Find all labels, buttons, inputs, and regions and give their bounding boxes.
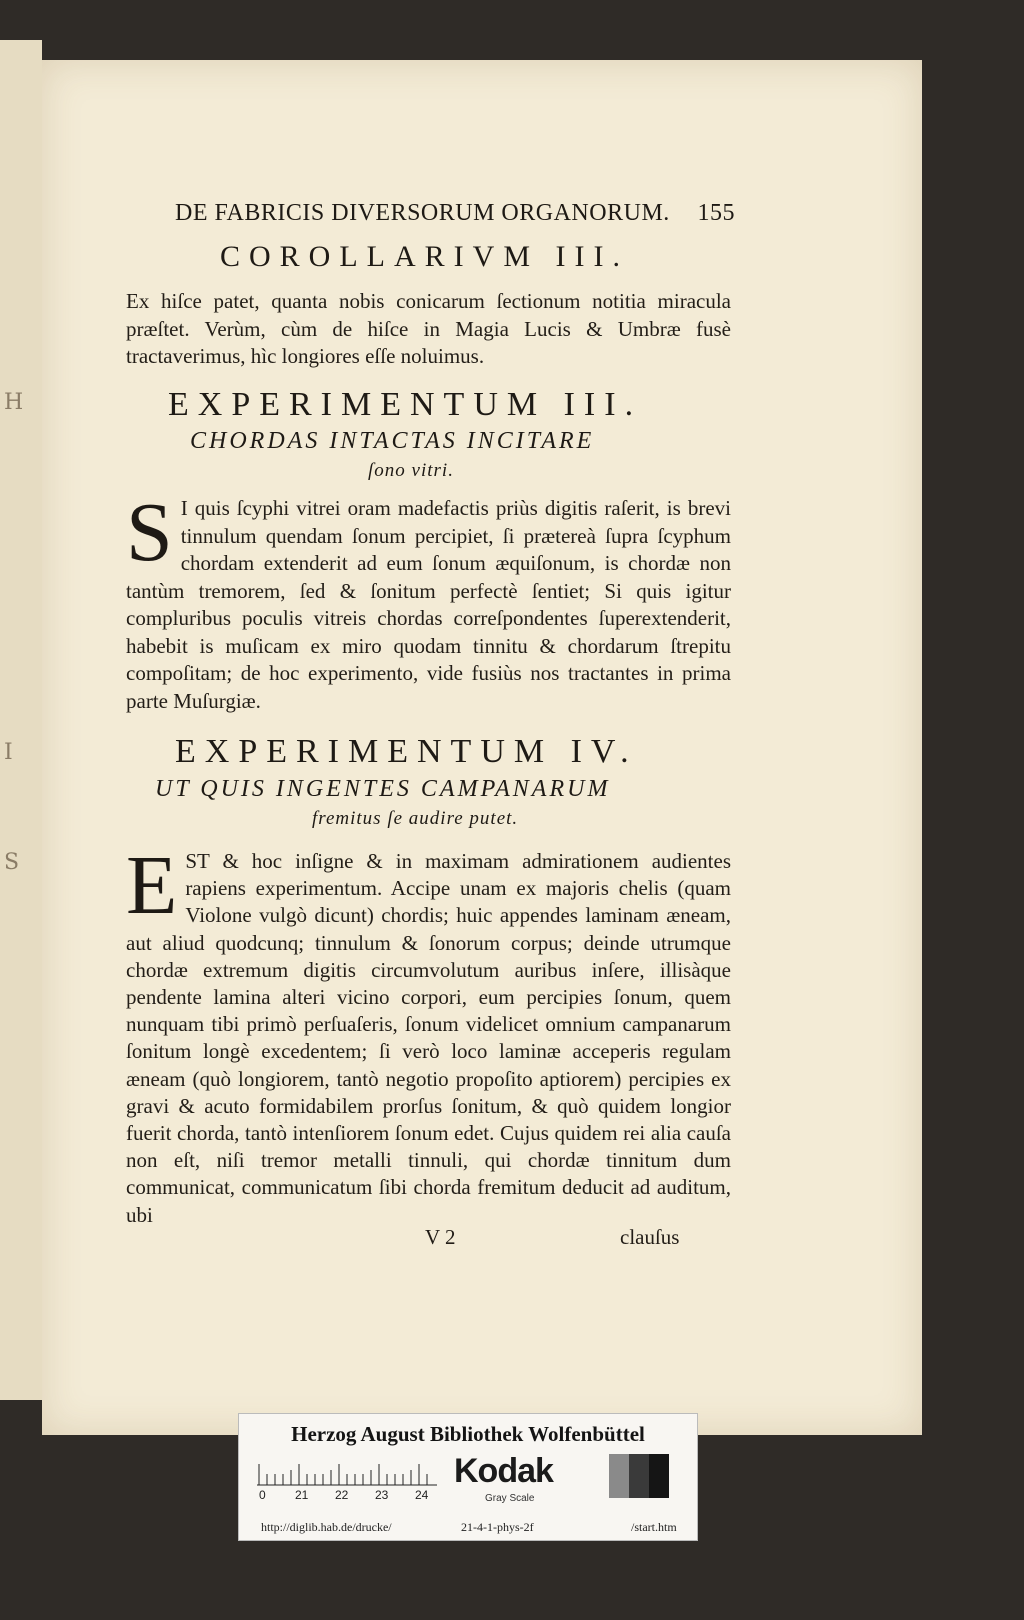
catchword: clauſus <box>620 1225 680 1249</box>
page-number: 155 <box>697 200 735 226</box>
ruler-number: 21 <box>295 1488 309 1502</box>
experimentum-4-heading: EXPERIMENTUM IV. <box>175 733 638 770</box>
signature-mark: V 2 <box>425 1225 456 1249</box>
experimentum-3-body <box>126 486 731 715</box>
url-part-1: http://diglib.hab.de/drucke/ <box>261 1520 392 1534</box>
url-part-3: /start.htm <box>631 1520 677 1534</box>
gray-swatch-light <box>609 1454 629 1498</box>
experimentum-4-subtitle: UT QUIS INGENTES CAMPANARUM <box>155 776 611 802</box>
corollarium-heading: COROLLARIVM III. <box>220 240 629 273</box>
corollarium-text: Ex hiſce patet, quanta nobis conicarum ſectionum notitia miracula præſtet. Verùm, cùm de hiſce in Magia Lucis & Umbræ fusè tractaverimus, hìc longiores eſſe noluimus. <box>126 289 731 368</box>
ruler-number: 22 <box>335 1488 349 1502</box>
experimentum-4-text: ST & hoc inſigne & in maximam admirationem audientes rapiens experimentum. Accipe unam ex majoris chelis (quam Violone vulgò dicunt) chordis; huic appendes laminam æneam, aut aliud quodcunq; tinnulum & ſonorum corpus; deinde utrumque chordæ extremum digitis circumvolutum auribus inſere, illisàque pendente lamina alteri vicino corpori, eum percipies ſonum, quem nunquam tibi primò perſuaſeris, ſonum videlicet omnium campanarum ſonitum longè excedentem; ſi verò loco laminæ acceperis regulam æneam (quò longiorem, tantò negotio propoſito aptiorem) percipies ex gravi & acuto formidabilem prorſus ſonitum, & quò quidem longior fuerit chorda, tantò intenſiorem ſonum edet. Cujus quidem rei alia cauſa non eſt, niſi tremor metalli tinnuli, qui chordæ tinnitum dum communicat, communicatum ſibi chorda fremitum deducit ad auditum, ubi <box>126 849 731 1227</box>
running-head <box>175 200 735 227</box>
running-head-title: DE FABRICIS DIVERSORUM ORGANORUM. <box>175 200 670 226</box>
ruler-number: 23 <box>375 1488 389 1502</box>
gray-swatch-medium <box>629 1454 649 1498</box>
gray-scale-label: Gray Scale <box>485 1493 535 1504</box>
scale-ruler <box>257 1460 437 1486</box>
library-label <box>238 1413 698 1541</box>
dropcap-s: S <box>126 486 173 579</box>
experimentum-4-subtitle-2: fremitus ſe audire putet. <box>312 808 519 829</box>
kodak-logo: Kodak <box>454 1452 553 1490</box>
experimentum-4-body <box>126 839 731 1229</box>
url-part-2: 21-4-1-phys-2f <box>461 1520 534 1534</box>
experimentum-3-subtitle: CHORDAS INTACTAS INCITARE <box>190 428 595 454</box>
experimentum-3-heading: EXPERIMENTUM III. <box>168 386 643 423</box>
ruler-number: 0 <box>259 1488 266 1502</box>
library-name: Herzog August Bibliothek Wolfenbüttel <box>291 1422 645 1446</box>
experimentum-3-text: I quis ſcyphi vitrei oram madefactis priùs digitis raſerit, is brevi tinnulum quendam ſonum percipiet, ſi prætereà ſupra ſcyphum chordam extenderit ad eum ſonum æquiſonum, is chordæ non tantùm tremorem, ſed & ſonitum perfectè ſentiet; Si quis igitur compluribus poculis vitreis chordas correſpondentes ſuperextenderit, habebit is muſicam ex miro quodam tinnitu & chordarum ſtrepitu compoſitam; de hoc experimento, vide fusiùs nos tractantes in prima parte Muſurgiæ. <box>126 496 731 713</box>
experimentum-3-subtitle-2: ſono vitri. <box>368 460 454 481</box>
facing-page-edge: H I S <box>0 40 42 1400</box>
dropcap-e: E <box>126 839 178 932</box>
ruler-number: 24 <box>415 1488 429 1502</box>
gray-swatch-dark <box>649 1454 669 1498</box>
